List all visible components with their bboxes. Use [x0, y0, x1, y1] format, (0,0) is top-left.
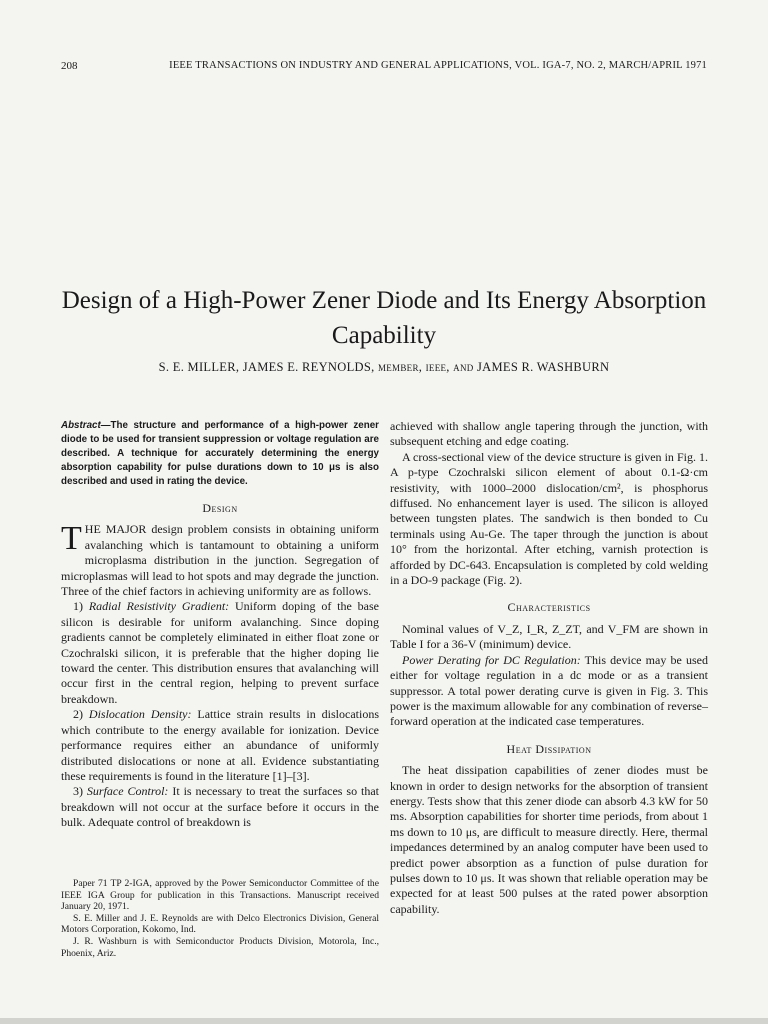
author-names-b: JAMES R. WASHBURN — [477, 360, 610, 374]
author-and: and — [453, 360, 474, 374]
item-label: Dislocation Density: — [88, 707, 192, 722]
paper-title: Design of a High-Power Zener Diode and Its Energy Absorption Capability — [61, 287, 707, 349]
section-heading-characteristics: Characteristics — [507, 600, 591, 615]
abstract — [61, 419, 379, 489]
item-number: 2) — [73, 707, 89, 722]
design-paragraph-4 — [61, 784, 379, 830]
viewer-bottom-bar — [0, 1018, 768, 1024]
body-paragraph — [390, 653, 708, 730]
footnotes — [61, 878, 379, 959]
paragraph-text: This device may be used either for voltage regulation in a dc mode or as a transient suppressor. A total power derating curve is given in Fig. 3. This power is the maximum allowable for any combination of reverse–forward operation at the indicated case temperatures. — [390, 652, 708, 729]
abstract-text: —The structure and performance of a high-power zener diode to be used for transient suppression or voltage regulation are described. A technique for accurately determining the energy absorption capability for pulse durations down to 10 μs is also described and used in rating the device. — [61, 420, 379, 487]
author-membership: member, ieee, — [377, 360, 450, 374]
item-text: It is necessary to treat the surfaces so that breakdown will not occur at the surface before it occurs in the bulk. Adequate control of breakdown is — [61, 784, 379, 830]
body-paragraph: Nominal values of V_Z, I_R, Z_ZT, and V_FM are shown in Table I for a 36-V (minimum) device. — [390, 621, 708, 652]
footnote: Paper 71 TP 2-IGA, approved by the Power Semiconductor Committee of the IEEE IGA Group for publication in this Transactions. Manuscript received January 20, 1971. — [61, 878, 379, 913]
running-head: IEEE TRANSACTIONS ON INDUSTRY AND GENERAL APPLICATIONS, VOL. IGA-7, NO. 2, MARCH/APRIL 1971 — [169, 60, 707, 71]
item-number: 3) — [73, 784, 87, 799]
section-heading-design: Design — [202, 501, 238, 515]
body-paragraph: achieved with shallow angle tapering through the junction, with subsequent etching and edge coating. — [390, 419, 708, 449]
drop-cap: T — [61, 520, 82, 558]
item-label: Surface Control: — [86, 784, 169, 799]
item-text: Lattice strain results in dislocations which contribute to the energy available for ionization. Device performance requires either an abundance of uniformly distributed dislocations or none at all. Evidence substantiating these requirements is found in the literature [1]–[3]. — [61, 707, 380, 783]
item-number: 1) — [73, 599, 89, 614]
item-text: Uniform doping of the base silicon is desirable for uniform avalanching. Since doping gradients cannot be completely eliminated in either float zone or Czochralski silicon, it is preferable that the higher doping lie toward the center. This distribution ensures that avalanching will occur first in the central region, helping to prevent surface breakdown. — [61, 599, 379, 706]
body-paragraph: A cross-sectional view of the device structure is given in Fig. 1. A p-type Czochralski silicon element of about 0.1-Ω·cm resistivity, with 1000–2000 dislocation/cm², is phosphorus diffused. No enhancement layer is used. The silicon is alloyed between tungsten plates. The sandwich is then bonded to Cu terminals using Au-Ge. The taper through the junction is about 10° from the horizontal. After etching, varnish protection is afforded by DC-643. Encapsulation is completed by cold welding in a DO-9 package (Fig. 2). — [390, 449, 708, 588]
item-label: Radial Resistivity Gradient: — [88, 599, 230, 614]
footnote: S. E. Miller and J. E. Reynolds are with Delco Electronics Division, General Motors Corporation, Kokomo, Ind. — [61, 912, 379, 936]
abstract-label: Abstract — [61, 420, 101, 431]
author-names-a: S. E. MILLER, JAMES E. REYNOLDS, — [158, 360, 375, 374]
design-paragraph-1 — [61, 522, 379, 599]
design-paragraph-3 — [61, 707, 379, 784]
design-paragraph-1-text: HE MAJOR design problem consists in obtaining uniform avalanching which is tantamount to obtaining a uniform microplasma distribution in the junction. Segregation of microplasmas will lead to hot spots and may degrade the junction. Three of the chief factors in achieving uniformity are as follows. — [61, 522, 379, 599]
footnote: J. R. Washburn is with Semiconductor Products Division, Motorola, Inc., Phoenix, Ariz. — [61, 935, 379, 959]
left-column — [61, 419, 379, 831]
author-line — [60, 360, 708, 375]
right-column — [390, 419, 708, 917]
paragraph-label: Power Derating for DC Regulation: — [402, 652, 581, 667]
body-paragraph: The heat dissipation capabilities of zener diodes must be known in order to design networks for the absorption of transient energy. Tests show that this zener diode can absorb 4.3 kW for 50 ms. Absorption capabilities for shorter time periods, from about 1 ms down to 10 μs, are difficult to measure directly. Here, thermal impedances determined by an analog computer have been used to predict power absorption as a function of pulse duration for pulses down to 10 μs. It was shown that reliable operation may be expected for at least 500 pulses at the rated power absorption capability. — [390, 763, 708, 916]
section-heading-heat-dissipation: Heat Dissipation — [506, 741, 592, 756]
page-number: 208 — [61, 60, 78, 72]
design-paragraph-2 — [61, 599, 379, 707]
